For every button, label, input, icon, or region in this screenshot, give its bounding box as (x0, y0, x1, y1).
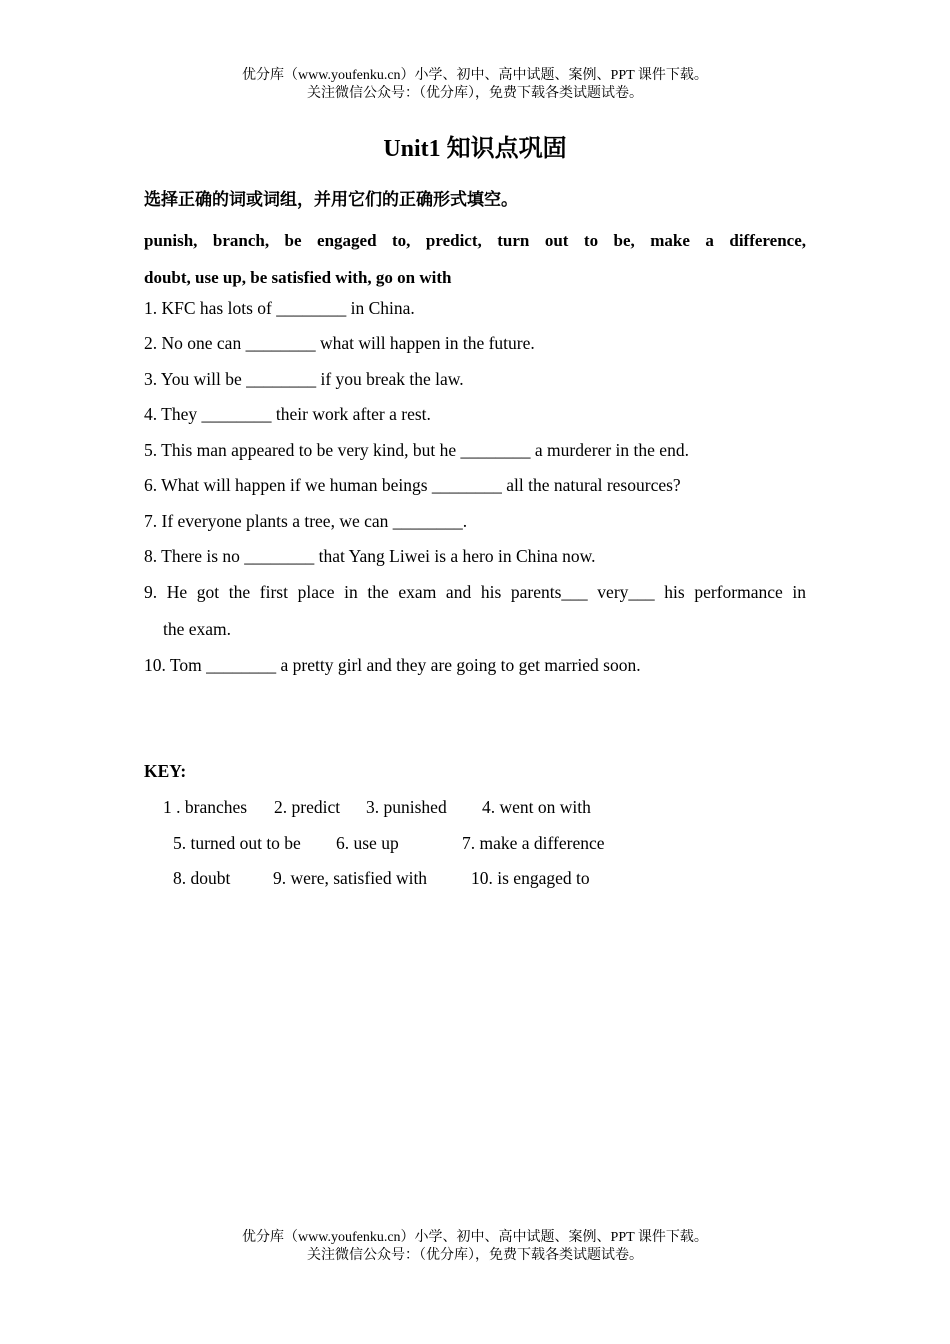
key-answer-9: 9. were, satisfied with (273, 868, 428, 888)
footer-line-1: 优分库（www.youfenku.cn）小学、初中、高中试题、案例、PPT 课件下载。 (242, 1230, 708, 1245)
instruction-text: 选择正确的词或词组，并用它们的正确形式填空。 (144, 190, 518, 209)
key-answer-2: 2. predict (274, 797, 341, 817)
question-8: 8. There is no ________ that Yang Liwei is a hero in China now. (144, 546, 596, 566)
question-2: 2. No one can ________ what will happen in the future. (144, 333, 535, 353)
header-line-1: 优分库（www.youfenku.cn）小学、初中、高中试题、案例、PPT 课件下载。 (242, 68, 708, 83)
footer-line-2: 关注微信公众号：（优分库），免费下载各类试题试卷。 (307, 1248, 643, 1263)
question-6: 6. What will happen if we human beings ________ all the natural resources? (144, 475, 681, 495)
word-bank (144, 222, 806, 296)
word-bank-line-1: punish, branch, be engaged to, predict, turn out to be, make a difference, (144, 231, 806, 250)
key-label: KEY: (144, 761, 187, 781)
key-answer-8: 8. doubt (173, 868, 231, 888)
page-footer (0, 1229, 950, 1265)
page-header (0, 67, 950, 103)
question-1: 1. KFC has lots of ________ in China. (144, 298, 415, 318)
key-answer-6: 6. use up (336, 833, 399, 853)
key-answer-3: 3. punished (366, 797, 447, 817)
question-9-line-2: the exam. (163, 619, 232, 639)
page-title: Unit1 知识点巩固 (383, 136, 567, 162)
question-5: 5. This man appeared to be very kind, but he ________ a murderer in the end. (144, 440, 689, 460)
question-9-line-1: 9. He got the first place in the exam and his parents___ very___ his performance in (144, 582, 806, 602)
question-4: 4. They ________ their work after a rest. (144, 404, 431, 424)
question-10: 10. Tom ________ a pretty girl and they are going to get married soon. (144, 655, 641, 675)
key-answer-10: 10. is engaged to (471, 868, 590, 888)
word-bank-line-2: doubt, use up, be satisfied with, go on with (144, 268, 452, 287)
key-answer-4: 4. went on with (482, 797, 591, 817)
question-9 (144, 574, 806, 648)
header-line-2: 关注微信公众号：（优分库），免费下载各类试题试卷。 (307, 86, 643, 101)
question-7: 7. If everyone plants a tree, we can ________. (144, 511, 468, 531)
key-answer-7: 7. make a difference (462, 833, 605, 853)
key-answer-5: 5. turned out to be (173, 833, 301, 853)
question-3: 3. You will be ________ if you break the law. (144, 369, 464, 389)
key-answer-1: 1 . branches (163, 797, 248, 817)
